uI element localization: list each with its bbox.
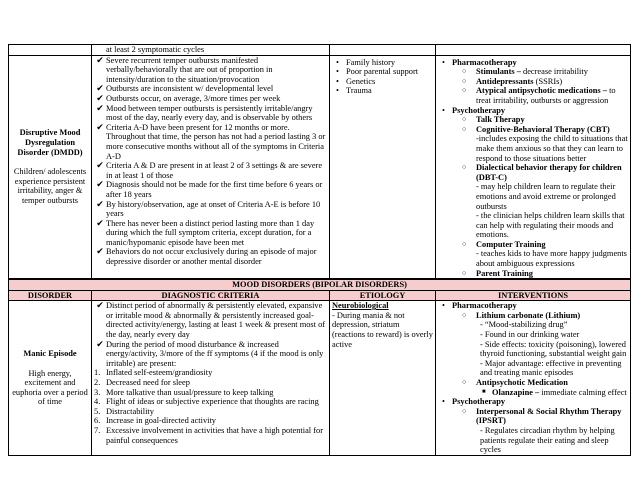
manic-antipsychotic: ○ Antipsychotic Medication — [452, 378, 628, 388]
dmdd-talk: ○ Talk Therapy — [452, 115, 628, 125]
dmdd-disorder-cell — [9, 55, 92, 279]
ipsrt-note: - Regulates circadian rhythm by helping patients regulate their eating and sleep cycles — [480, 425, 615, 455]
criteria-item — [94, 378, 327, 388]
item-number: 1. — [94, 368, 101, 378]
item-number: 7. — [94, 425, 101, 435]
criteria-text: Decreased need for sleep — [106, 377, 190, 387]
manic-ipsrt: ○ Interpersonal & Social Rhythm Therapy (IPSRT) — [452, 407, 628, 426]
criteria-text: Excessive involvement in activities that have a high potential for painful consequences — [106, 425, 323, 445]
manic-disorder-cell — [9, 301, 92, 456]
lithium-note-4: - Major advantage: effective in preventing and treating manic episodes — [480, 358, 622, 378]
criteria-item — [94, 426, 327, 445]
criteria-text: Distinct period of abnormally & persistently elevated, expansive or irritable mood & abnormally & persistently increased goal-directed activity/energy, lasting at least 1 week & present most of the day, nearly every day — [106, 301, 326, 339]
dmdd-interventions-cell — [436, 55, 631, 279]
check-icon: ✔ — [96, 102, 104, 113]
manic-olanzapine: ■ Olanzapine – immediate calming effect — [452, 388, 628, 398]
criteria-text: Flight of ideas or subjective experience that thoughts are racing — [106, 397, 319, 407]
item-number: 6. — [94, 416, 101, 426]
dmdd-criteria-list — [94, 56, 327, 267]
header-disorder: DISORDER — [9, 290, 92, 301]
dmdd-interventions-list — [438, 58, 628, 279]
criteria-item — [94, 123, 327, 161]
check-icon: ✔ — [96, 160, 104, 171]
dmdd-parent: ○ Parent Training — [452, 269, 628, 279]
dmdd-row — [9, 55, 631, 279]
item-number: 4. — [94, 397, 101, 407]
dmdd-top-row — [9, 45, 631, 56]
etiology-item: • Trauma — [346, 86, 433, 96]
dmdd-criteria-top: at least 2 symptomatic cycles — [92, 45, 330, 56]
criteria-item — [94, 84, 327, 94]
dmdd-etiology-cell — [330, 55, 436, 279]
check-icon: ✔ — [96, 300, 104, 311]
lithium-note-1: - “Mood-stabilizing drug” — [480, 320, 568, 330]
criteria-item — [94, 94, 327, 104]
criteria-text: Behaviors do not occur exclusively during an episode of major depressive disorder or another mental disorder — [106, 247, 317, 267]
bipolar-title-row — [9, 280, 631, 291]
manic-criteria-cell — [92, 301, 330, 456]
criteria-item — [94, 247, 327, 266]
header-criteria: DIAGNOSTIC CRITERIA — [92, 290, 330, 301]
dmdd-criteria-cell — [92, 55, 330, 279]
dmdd-antidepressants: ○ Antidepressants (SSRIs) — [452, 77, 628, 87]
check-icon: ✔ — [96, 179, 104, 190]
criteria-text: Diagnosis should not be made for the first time before 6 years or after 18 years — [106, 180, 323, 199]
dmdd-computer: ○ Computer Training - teaches kids to have more happy judgments about ambiguous expressions — [452, 240, 628, 269]
criteria-text: Outbursts occur, on average, 3/more times per week — [106, 93, 281, 103]
lithium-note-3: - Side effects: toxicity (poisoning), lowered thyroid functioning, substantial weight gain — [480, 339, 627, 359]
criteria-text: More talkative than usual/pressure to keep talking — [106, 387, 274, 397]
criteria-item — [94, 388, 327, 398]
manic-disorder-desc: High energy, excitement and euphoria over a period of time — [12, 368, 88, 407]
item-number: 3. — [94, 387, 101, 397]
criteria-text: There has never been a distinct period lasting more than 1 day during which the full symptom criteria, except duration, for a manic/hypomanic episode have been met — [106, 218, 315, 247]
criteria-text: Increase in goal-directed activity — [106, 416, 216, 426]
criteria-text: Criteria A & D are present in at least 2 of 3 settings & are severe in at least 1 of those — [106, 161, 323, 180]
manic-criteria-list — [94, 301, 327, 445]
item-number: 5. — [94, 406, 101, 416]
check-icon: ✔ — [96, 217, 104, 228]
criteria-item — [94, 301, 327, 339]
manic-lithium: ○ Lithium carbonate (Lithium) — [452, 311, 628, 321]
criteria-item — [94, 219, 327, 248]
criteria-text: Distractability — [106, 406, 154, 416]
criteria-text: Outbursts are inconsistent w/ developmental level — [106, 84, 274, 94]
manic-interventions-list — [438, 301, 628, 455]
dmdd-cbt: ○ Cognitive-Behavioral Therapy (CBT) -includes exposing the child to situations that make them anxious so that they can learn to respond to those situations better — [452, 125, 628, 163]
criteria-item — [94, 161, 327, 180]
dmdd-disorder-name: Disruptive Mood Dysregulation Disorder (DMDD) — [17, 128, 83, 157]
manic-disorder-name: Manic Episode — [23, 348, 77, 358]
etiology-item: • Family history — [346, 58, 433, 68]
dmdd-dbt: ○ Dialectical behavior therapy for children (DBT-C) - may help children learn to regulate their emotions and avoid extreme or prolonged outbursts - the clinician helps children learn skills that can help with regulating their moods and emotions. — [452, 163, 628, 240]
criteria-item — [94, 416, 327, 426]
criteria-item — [94, 200, 327, 219]
check-icon: ✔ — [96, 338, 104, 349]
dmdd-atypical: ○ Atypical antipsychotic medications – to treat irritability, outbursts or aggression — [452, 86, 628, 105]
check-icon: ✔ — [96, 246, 104, 257]
dmdd-pharm-item: • Pharmacotherapy ○ Stimulants – decrease irritability ○ Antidepressants (SSRIs) ○ Atypical antipsychotic medications – to treat irritability, outbursts or aggression — [452, 58, 628, 106]
criteria-text: During the period of mood disturbance & increased energy/activity, 3/more of the ff symptoms (4 if the mood is only irritable) are present: — [106, 339, 324, 368]
bipolar-header-row — [9, 290, 631, 301]
check-icon: ✔ — [96, 92, 104, 103]
lithium-note-2: - Found in our drinking water — [480, 329, 580, 339]
manic-psych-item: • Psychotherapy ○ Interpersonal & Social Rhythm Therapy (IPSRT) - Regulates circadian rhythm by helping patients regulate their eating and sleep cycles — [452, 397, 628, 455]
bipolar-title: MOOD DISORDERS (BIPOLAR DISORDERS) — [9, 280, 631, 291]
criteria-text: Severe recurrent temper outbursts manifested verbally/behaviorally that are out of proportion in intensity/duration to the situation/provocation — [106, 55, 273, 84]
etiology-item: • Genetics — [346, 77, 433, 87]
header-etiology: ETIOLOGY — [330, 290, 436, 301]
criteria-item — [94, 104, 327, 123]
dmdd-table — [8, 44, 631, 279]
criteria-text: Criteria A-D have been present for 12 months or more. Throughout that time, the person has not had a period lasting 3 or more consecutive months without all of the symptoms in Criteria A-D — [106, 122, 326, 161]
criteria-item — [94, 340, 327, 369]
manic-etiology-head: Neurobiological — [332, 301, 389, 311]
etiology-item: • Poor parental support — [346, 67, 433, 77]
check-icon: ✔ — [96, 83, 104, 94]
criteria-item — [94, 407, 327, 417]
manic-etiology-text: - During mania & not depression, striatum (reactions to reward) is overly active — [332, 310, 433, 349]
dmdd-disorder-desc: Children/ adolescents experience persistent irritability, anger & temper outbursts — [13, 167, 87, 205]
dmdd-stimulants: ○ Stimulants – decrease irritability — [452, 67, 628, 77]
criteria-text: Inflated self-esteem/grandiosity — [106, 368, 213, 378]
criteria-item — [94, 180, 327, 199]
criteria-item — [94, 397, 327, 407]
criteria-item — [94, 368, 327, 378]
item-number: 2. — [94, 377, 101, 387]
manic-pharm-item: • Pharmacotherapy ○ Lithium carbonate (Lithium) - “Mood-stabilizing drug” - Found in our drinking water - Side effects: toxicity (poisoning), lowered thyroid functioning, substantial weight gain - Major advantage: effective in preventing and treating manic episodes ○ Antipsychotic Medication ■ Olanzapine – immediate calming effect — [452, 301, 628, 397]
manic-etiology-cell — [330, 301, 436, 456]
manic-row — [9, 301, 631, 456]
header-interventions: INTERVENTIONS — [436, 290, 631, 301]
manic-interventions-cell — [436, 301, 631, 456]
check-icon: ✔ — [96, 121, 104, 132]
dmdd-psych-item: • Psychotherapy ○ Talk Therapy ○ Cognitive-Behavioral Therapy (CBT) -includes exposing the child to situations that make them anxious so that they can learn to respond to those situations better ○ Dialectical behavior therapy for children (DBT-C) - may help children learn to regulate their emotions and avoid extreme or prolonged outbursts - the clinician helps children learn skills that can help with regulating their moods and emotions. ○ Computer Training - teaches kids to have more happy judgments about ambiguous expressions ○ Parent Training — [452, 106, 628, 279]
check-icon: ✔ — [96, 198, 104, 209]
criteria-text: By history/observation, age at onset of Criteria A-E is before 10 years — [106, 199, 321, 219]
criteria-text: Mood between temper outbursts is persistently irritable/angry most of the day, nearly every day, and is observable by others — [106, 103, 313, 123]
bipolar-table — [8, 279, 631, 456]
check-icon: ✔ — [96, 54, 104, 65]
criteria-item — [94, 56, 327, 85]
dmdd-etiology-list — [332, 58, 433, 96]
